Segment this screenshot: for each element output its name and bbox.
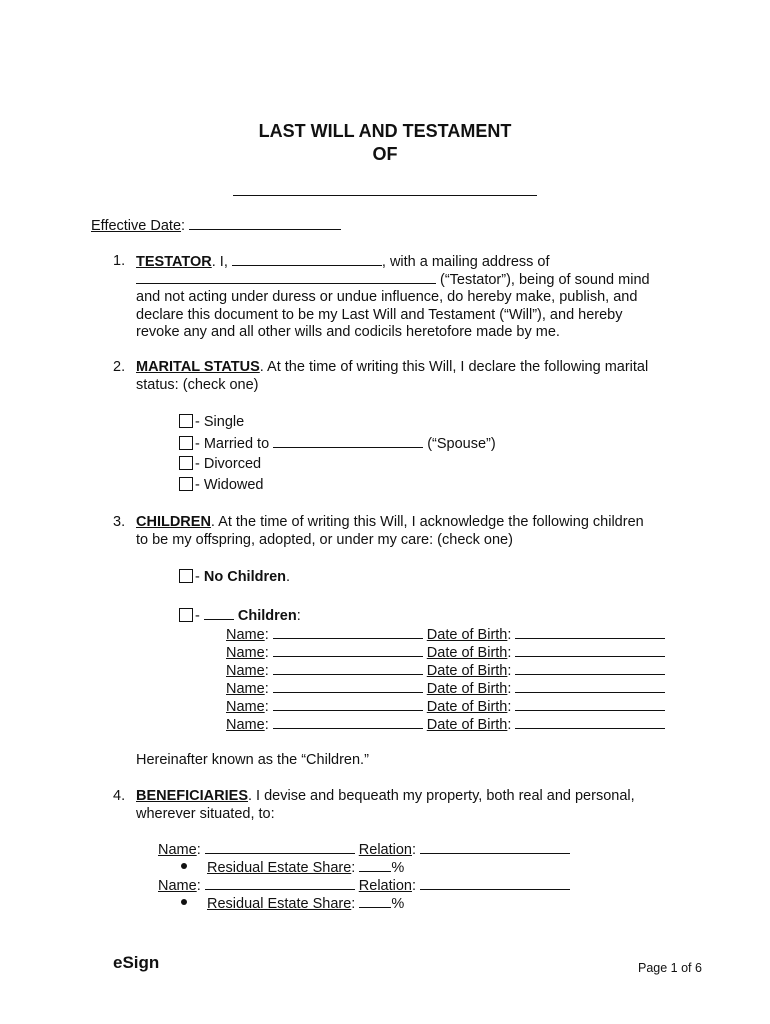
single-checkbox[interactable] (179, 414, 193, 428)
child-name-field[interactable] (273, 715, 423, 729)
child-name-field[interactable] (273, 643, 423, 657)
beneficiary-share-row: Residual Estate Share: % (181, 894, 404, 913)
beneficiary-relation-field[interactable] (420, 840, 570, 854)
marital-option-single: - Single (179, 413, 244, 431)
child-dob-field[interactable] (515, 661, 665, 675)
beneficiary-name-field[interactable] (205, 876, 355, 890)
child-row: Name: Date of Birth: (226, 679, 665, 698)
section-1-line-5: revoke any and all other wills and codicils heretofore made by me. (136, 324, 560, 340)
effective-date-label: Effective Date (91, 218, 182, 234)
bullet-icon (181, 863, 187, 869)
esign-logo: eSign (113, 953, 160, 972)
effective-date-line: Effective Date: (91, 216, 341, 235)
child-dob-field[interactable] (515, 625, 665, 639)
beneficiary-name-field[interactable] (205, 840, 355, 854)
child-row: Name: Date of Birth: (226, 661, 665, 680)
beneficiary-relation-field[interactable] (420, 876, 570, 890)
section-1-heading: TESTATOR (136, 254, 212, 270)
marital-option-widowed: - Widowed (179, 476, 264, 494)
testator-name-field[interactable] (232, 252, 382, 266)
document-title-of: OF (372, 144, 398, 164)
section-1-line-2: (“Testator”), being of sound mind (136, 270, 650, 289)
beneficiary-row: Name: Relation: (158, 840, 570, 859)
no-children-option: - No Children. (179, 568, 290, 586)
child-row: Name: Date of Birth: (226, 715, 665, 734)
beneficiary-share-row: Residual Estate Share: % (181, 858, 404, 877)
children-hereinafter: Hereinafter known as the “Children.” (136, 752, 369, 768)
section-1-number: 1. (113, 253, 126, 269)
document-title: LAST WILL AND TESTAMENT (258, 121, 512, 141)
child-row: Name: Date of Birth: (226, 643, 665, 662)
divorced-checkbox[interactable] (179, 456, 193, 470)
no-children-checkbox[interactable] (179, 569, 193, 583)
section-1-line-3: and not acting under duress or undue influence, do hereby make, publish, and (136, 289, 638, 305)
spouse-name-field[interactable] (273, 434, 423, 448)
child-name-field[interactable] (273, 679, 423, 693)
testator-name-blank[interactable] (233, 182, 537, 196)
section-3-heading: CHILDREN (136, 514, 211, 530)
children-count-checkbox[interactable] (179, 608, 193, 622)
share-percent-field[interactable] (359, 858, 391, 872)
marital-option-married: - Married to (“Spouse”) (179, 434, 496, 453)
married-checkbox[interactable] (179, 436, 193, 450)
section-4-line-1: BENEFICIARIES. I devise and bequeath my property, both real and personal, (136, 788, 635, 804)
section-3-number: 3. (113, 514, 126, 530)
child-dob-field[interactable] (515, 697, 665, 711)
section-2-line-1: MARITAL STATUS. At the time of writing this Will, I declare the following marital (136, 359, 649, 375)
section-1-line-4: declare this document to be my Last Will and Testament (“Will”), and hereby (136, 307, 623, 323)
section-3-line-1: CHILDREN. At the time of writing this Will, I acknowledge the following children (136, 514, 644, 530)
bullet-icon (181, 899, 187, 905)
child-dob-field[interactable] (515, 643, 665, 657)
child-name-field[interactable] (273, 661, 423, 675)
beneficiary-row: Name: Relation: (158, 876, 570, 895)
child-name-field[interactable] (273, 697, 423, 711)
section-4-number: 4. (113, 788, 126, 804)
share-percent-field[interactable] (359, 894, 391, 908)
widowed-checkbox[interactable] (179, 477, 193, 491)
section-4-heading: BENEFICIARIES (136, 788, 248, 804)
section-2-line-2: status: (check one) (136, 377, 259, 393)
page-number: Page 1 of 6 (638, 961, 702, 975)
child-dob-field[interactable] (515, 715, 665, 729)
section-2-number: 2. (113, 359, 126, 375)
mailing-address-field[interactable] (136, 270, 436, 284)
children-count-option: - Children: (179, 606, 301, 625)
child-dob-field[interactable] (515, 679, 665, 693)
section-4-line-2: wherever situated, to: (136, 806, 275, 822)
section-1-line-1: TESTATOR. I, , with a mailing address of (136, 254, 550, 270)
section-3-line-2: to be my offspring, adopted, or under my care: (check one) (136, 532, 513, 548)
effective-date-blank[interactable] (189, 216, 341, 230)
child-row: Name: Date of Birth: (226, 697, 665, 716)
child-name-field[interactable] (273, 625, 423, 639)
child-row: Name: Date of Birth: (226, 625, 665, 644)
marital-option-divorced: - Divorced (179, 455, 261, 473)
section-2-heading: MARITAL STATUS (136, 359, 260, 375)
children-count-field[interactable] (204, 606, 234, 620)
